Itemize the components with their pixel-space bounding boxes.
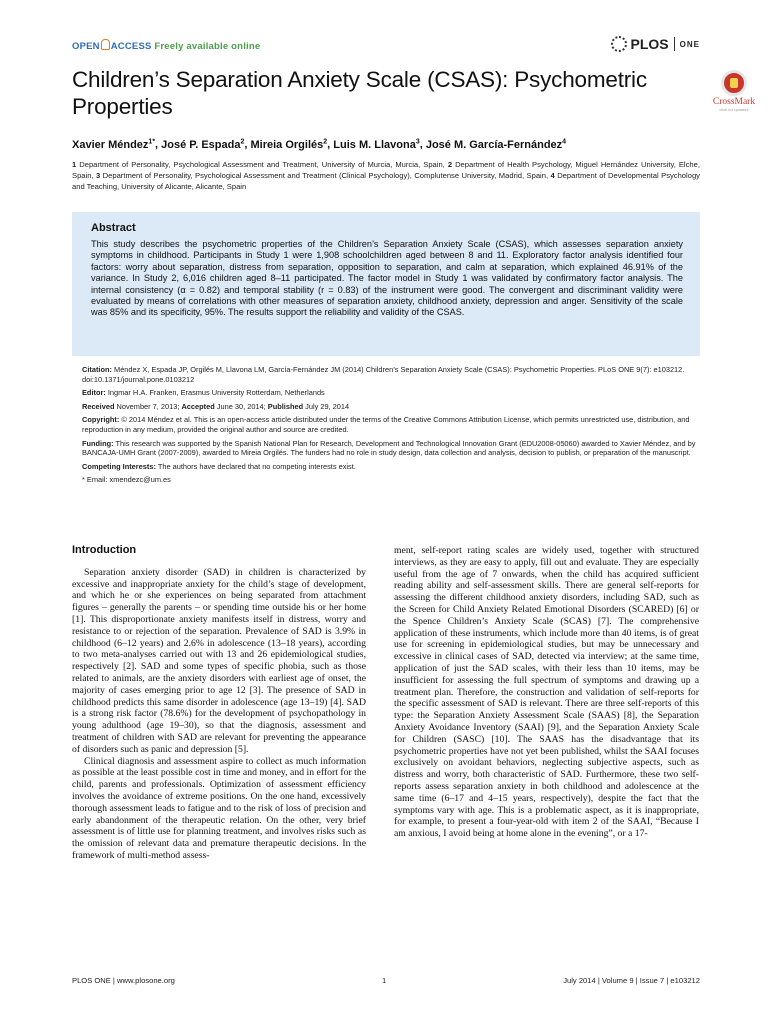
crossmark-icon	[721, 70, 747, 96]
citation-row: Citation: Méndez X, Espada JP, Orgilés M, Llavona LM, García-Fernández JM (2014) Children’s Separation Anxiety Scale (CSAS): Psychometric Properties. PLoS ONE 9(7): e103212. doi:10.1371/journal.pone.0103212	[82, 365, 685, 384]
author[interactable]: Luis M. Llavona$^3$	[333, 138, 420, 151]
freely-available-label: Freely available online	[154, 41, 261, 52]
crossmark-sub: click for updates	[719, 107, 749, 112]
author[interactable]: José M. García-Fernández$^4$	[425, 138, 567, 151]
author-list: Xavier Méndez$^{1*}$, José P. Espada$^2$, Mireia Orgilés$^2$, Luis M. Llavona$^3$, José M. García-Fernández$^4$	[72, 138, 567, 151]
open-lock-icon	[101, 39, 110, 50]
introduction-heading: Introduction	[72, 544, 137, 556]
copyright-row: Copyright: © 2014 Méndez et al. This is an open-access article distributed under the terms of the Creative Commons Attribution License, which permits unrestricted use, distribution, and reproduction in any medium, provided the original author and source are credited.	[82, 415, 690, 434]
body-left-column	[72, 545, 366, 862]
funding-row: Funding: This research was supported by the Spanish National Plan for Research, Development and Technological Innovation Grant (EDU2008-05060) awarded to Xavier Méndez, and by BANCAJA-UMH Grant (2007-2009), awarded to Mireia Orgilés. The funders had no role in study design, data collection and analysis, decision to publish, or preparation of the manuscript.	[82, 438, 696, 458]
access-label: ACCESS	[110, 41, 152, 52]
dates-row: Received November 7, 2013; Accepted June 30, 2014; Published July 29, 2014	[82, 401, 350, 411]
body-paragraph: ment, self-report rating scales are widely used, together with structured interviews, as they are easy to apply, fill out and evaluate. They are especially useful from the age of 7 onwards, when the child has acquired sufficient reading ability and self-assessment skills. There are general self-reports for assessing the different childhood anxiety disorders, including SAD, such as the Screen for Child Anxiety Related Emotional Disorders (SCARED) [6] or the Spence Children’s Anxiety Scale (SCAS) [7]. The comprehensive application of these instruments, which include more than 40 items, is of great use for screening in epidemiological studies, but may be unnecessary and excessive in clinical cases of SAD, detected via interview; at the same time, application of just the SAD scales, with their less than 10 items, may be insufficient for assessing the full spectrum of symptoms and drawing up a treatment plan. Therefore, the construction and validation of self-reports for the specific assessment of SAD is relevant. There are three self-reports of this type: the Separation Anxiety Assessment Scale (SAAS) [8], the Separation Anxiety Avoidance Inventory (SAAI) [9], and the Separation Anxiety Scale for Children (SASC) [10]. The SAAS has the disadvantage that its psychometric properties have not yet been published, whilst the SAAI focuses exclusively on avoidant behaviors, neglecting subjective aspects, such as distress and worry, both characteristic of SAD. Furthermore, these two self-reports assess separation anxiety in both childhood and adolescence at the same time (6–17 and 4–15 years, respectively), despite the fact that the symptoms vary with age. This is a problematic aspect, as it is inappropriate, for example, to present a four-year-old with item 2 of the SAAI, “Because I am anxious, I avoid being at home alone in the evening”, or a 17-	[394, 545, 699, 840]
body-paragraph: Separation anxiety disorder (SAD) in children is characterized by excessive and inappropriate anxiety for the child’s stage of development, and which he or she experiences on being separated from attachment figures – generally the parents – or spending time outside his or her home [1]. This disproportionate anxiety manifests itself in distress, worry and resistance to or rejection of the separation. Prevalence of SAD is 3.9% in childhood (6–12 years) and 2.6% in adolescence (13–18 years), according to two meta-analyses carried out with 13 and 26 epidemiological studies, respectively [2]. SAD and some types of specific phobia, such as those related to animals, are the anxiety disorders with earliest age of onset, the majority of cases emerging prior to age 12 [3]. The presence of SAD in childhood predicts this same disorder in adolescence (age 13–19) [4]. SAD is a strong risk factor (78.6%) for the development of psychopathology in young adulthood (age 19–30), so that the diagnosis, assessment and treatment of children with SAD are relevant for preventing the appearance of disorders such as panic and depression [5].	[72, 566, 366, 755]
author[interactable]: Xavier Méndez$^{1*}$	[72, 138, 156, 151]
plos-wordmark: PLOS	[630, 36, 669, 52]
open-label: OPEN	[72, 41, 100, 52]
crossmark-badge[interactable]	[710, 70, 758, 112]
body-right-column	[394, 545, 699, 840]
journal-header	[72, 36, 700, 56]
plos-one-logo[interactable]	[611, 36, 700, 52]
article-title: Children’s Separation Anxiety Scale (CSAS): Psychometric Properties	[72, 67, 647, 119]
abstract-box	[72, 212, 700, 356]
footer-issue: July 2014 | Volume 9 | Issue 7 | e103212	[563, 976, 700, 985]
page-number: 1	[382, 976, 387, 985]
footer-journal: PLOS ONE | www.plosone.org	[72, 976, 175, 985]
abstract-heading: Abstract	[91, 222, 136, 234]
body-paragraph: Clinical diagnosis and assessment aspire to collect as much information as possible at the least possible cost in time and money, and in effort for the child, parents and professionals. Optimization of assessment efficiency involves the avoidance of extreme positions. On the one hand, excessively thorough assessment leads to fatigue and to the risk of loss of precision and early abandonment of the therapeutic relation. On the other, very brief assessment is of little use for planning treatment, and involves risks such as the omission of relevant data and premature therapeutic decisions. In the framework of multi-method assess-	[72, 755, 366, 861]
editor-row: Editor: Ingmar H.A. Franken, Erasmus University Rotterdam, Netherlands	[82, 388, 325, 398]
email-row[interactable]: * Email: xmendezc@um.es	[82, 475, 171, 485]
article-metadata	[82, 365, 698, 489]
crossmark-label: CrossMark	[712, 97, 756, 107]
abstract-text: This study describes the psychometric properties of the Children’s Separation Anxiety Scale (CSAS), which assesses separation anxiety symptoms in childhood. Participants in Study 1 were 1,908 schoolchildren aged between 8 and 11. Exploratory factor analysis identified four factors: worry about separation, distress from separation, opposition to separation, and calm at separation, which explained 46.91% of the variance. In Study 2, 6,016 children aged 8–11 participated. The factor model in Study 1 was validated by confirmatory factor analysis. The internal consistency (α = 0.82) and temporal stability (r = 0.83) of the instrument were good. The convergent and discriminant validity were evaluated by means of correlations with other measures of separation anxiety, childhood anxiety, depression and anger. Sensitivity of the scale was 85% and its specificity, 95%. The results support the reliability and validity of the CSAS.	[91, 239, 683, 318]
competing-interests-row: Competing Interests: The authors have declared that no competing interests exist.	[82, 461, 356, 471]
author[interactable]: José P. Espada$^2$	[161, 138, 245, 151]
affiliations: 1 Department of Personality, Psychological Assessment and Treatment, University of Murcia, Murcia, Spain, 2 Department of Health Psychology, Miguel Hernández University, Elche, Spain, 3 Department of Personality, Psychological Assessment and Treatment (Clinical Psychology), Complutense University, Madrid, Spain, 4 Department of Developmental Psychology and Teaching, University of Alicante, Alicante, Spain	[72, 160, 700, 191]
one-wordmark: ONE	[679, 39, 700, 49]
logo-separator	[674, 37, 675, 51]
author[interactable]: Mireia Orgilés$^2$	[250, 138, 328, 151]
plos-gear-icon	[611, 36, 627, 52]
open-access-banner	[72, 39, 260, 52]
